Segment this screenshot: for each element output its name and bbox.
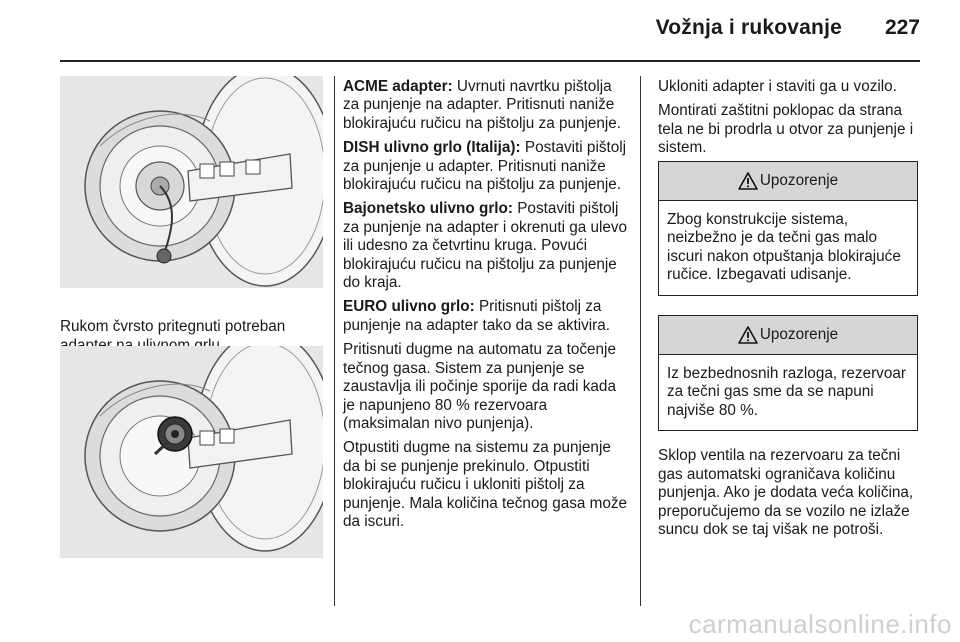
column-three-intro: [658, 78, 923, 164]
instructions-column: [343, 78, 628, 537]
page-title: Vožnja i rukovanje: [655, 16, 842, 39]
fuel-flap-illustration: [60, 76, 323, 288]
warning-body: Zbog konstrukcije sistema, neizbežno je da tečni gas malo iscuri nakon otpuštanja blokirajuće ručice. Izbegavati udisanje.: [667, 211, 901, 284]
column-divider-right: [640, 76, 641, 606]
paragraph-text: Otpustiti dugme na sistemu za punjenje da bi se punjenje prekinulo. Otpustiti blokirajuću ručicu i ukloniti pištolj za punjenje. Mala količina tečnog gasa može da iscuri.: [343, 439, 628, 530]
paragraph-protective-cap: Montirati zaštitni poklopac da strana tela ne bi prodrla u otvor za punjenje i sistem.: [658, 102, 914, 157]
figure-caption: Rukom čvrsto pritegnuti potreban: [60, 318, 286, 336]
paragraph-text: Postaviti pištolj za punjenje na adapter i okrenuti ga ulevo ili udesno za četvrtinu kruga. Povući blokirajuću ručicu na pištolju za punjenje do kraja.: [343, 200, 628, 292]
adapter-fitted-illustration: [60, 346, 323, 558]
watermark: carmanualsonline.info: [688, 609, 952, 639]
paragraph-text: Pritisnuti pištolj za punjenje na adapter tako da se aktivira.: [343, 298, 611, 334]
paragraph-button: [343, 341, 628, 433]
paragraph-acme: [343, 78, 628, 133]
page-header: [0, 0, 960, 60]
warning-title: Upozorenje: [759, 326, 839, 343]
paragraph-release: [343, 439, 628, 531]
paragraph-lead: ACME adapter:: [343, 78, 453, 95]
paragraph-euro: [343, 298, 628, 335]
paragraph-text: Uvrnuti navrtku pištolja za punjenje na adapter. Pritisnuti naniže blokirajuću ručicu na pištolju za punjenje.: [343, 78, 622, 132]
paragraph-remove-adapter: Ukloniti adapter i staviti ga u vozilo.: [658, 78, 897, 95]
header-rule: [60, 60, 920, 62]
paragraph-text: Postaviti pištolj za punjenje u adapter. Pritisnuti naniže blokirajuću ručicu na pištolju za punjenje.: [343, 139, 627, 194]
warning-box: [658, 161, 918, 296]
column-divider-left: [334, 76, 335, 606]
page-number: 227: [884, 16, 920, 39]
paragraph-lead: EURO ulivno grlo:: [343, 298, 475, 316]
warning-triangle-icon: [738, 326, 758, 344]
warning-body: Iz bezbednosnih razloga, rezervoar za tečni gas sme da se napuni najviše 80 %.: [667, 365, 906, 419]
paragraph-text: Pritisnuti dugme na automatu za točenje tečnog gasa. Sistem za punjenje se zaustavlja ili počinje sporije da radi kada je napunjeno 80 % rezervoara (maksimalan nivo punjenja).: [343, 341, 616, 432]
paragraph-valve-assembly: Sklop ventila na rezervoaru za tečni gas automatski ograničava količinu punjenja. Ako je dodata veća količina, preporučujemo da se vozilo ne izlaže suncu dok se taj višak ne potroši.: [658, 447, 914, 538]
paragraph-lead: Bajonetsko ulivno grlo:: [343, 200, 513, 218]
paragraph-dish: [343, 139, 628, 194]
paragraph-lead: DISH ulivno grlo (Italija):: [343, 139, 521, 157]
warning-header: [659, 316, 917, 355]
warning-box: [658, 315, 918, 431]
warning-triangle-icon: [738, 172, 758, 190]
warning-header: [659, 162, 917, 201]
paragraph-bayonet: [343, 200, 628, 292]
warning-title: Upozorenje: [759, 172, 839, 189]
